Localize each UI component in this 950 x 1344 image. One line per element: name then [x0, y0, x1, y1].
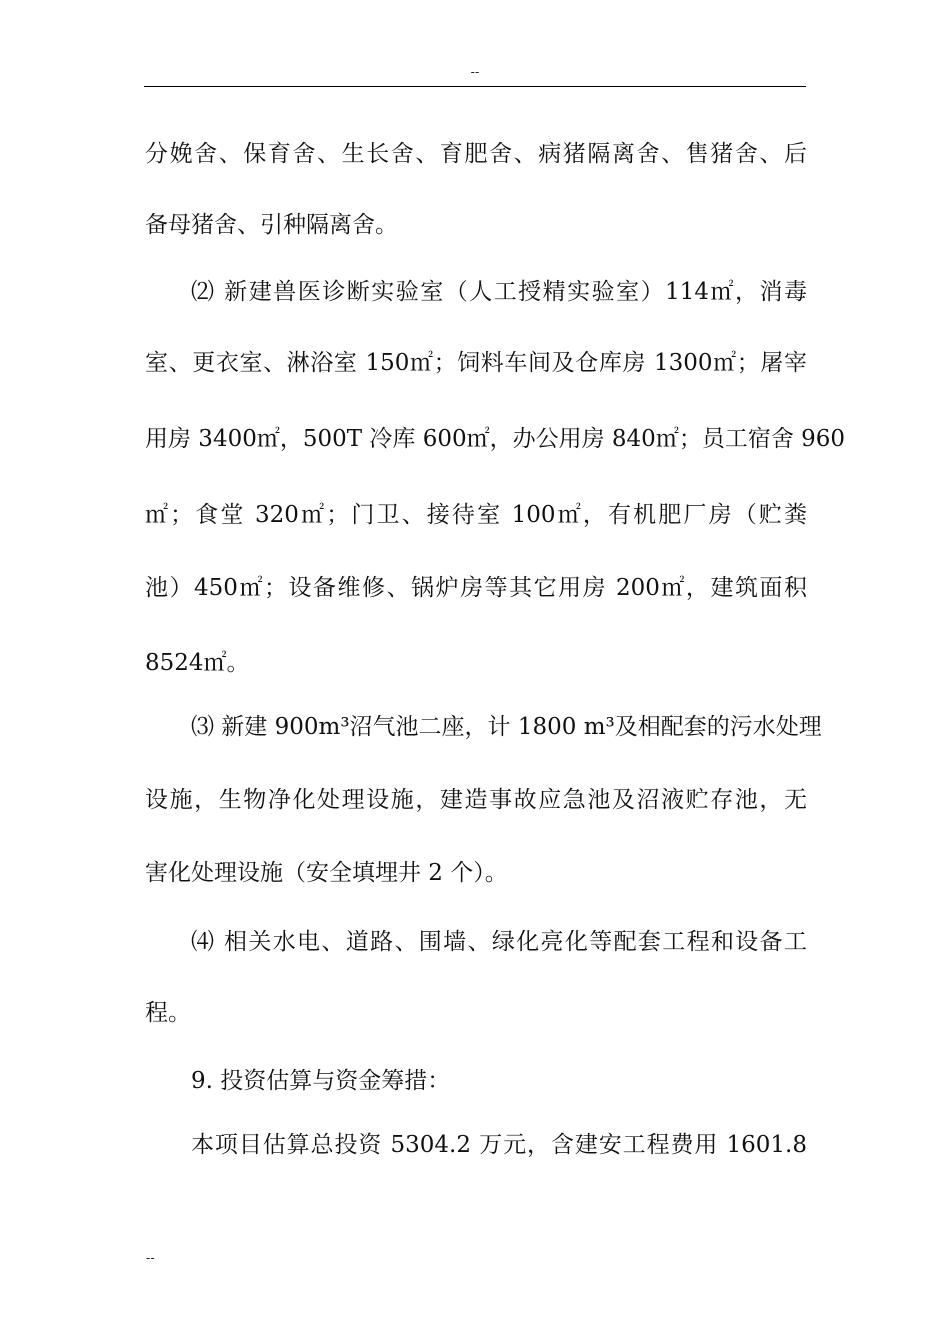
body-line: 池）450㎡；设备维修、锅炉房等其它用房 200㎡，建筑面积 [145, 575, 807, 601]
body-line: ㎡；食堂 320㎡；门卫、接待室 100㎡，有机肥厂房（贮粪 [145, 502, 807, 528]
body-line: 备母猪舍、引种隔离舍。 [145, 212, 398, 238]
footer-mark: -- [146, 1251, 155, 1265]
header-rule [144, 86, 806, 87]
body-line: 本项目估算总投资 5304.2 万元，含建安工程费用 1601.8 [191, 1132, 807, 1158]
body-line: 程。 [145, 1000, 191, 1026]
body-line: 分娩舍、保育舍、生长舍、育肥舍、病猪隔离舍、售猪舍、后 [145, 141, 807, 167]
body-line: 设施，生物净化处理设施，建造事故应急池及沼液贮存池，无 [145, 787, 807, 813]
body-line: ⑵ 新建兽医诊断实验室（人工授精实验室）114㎡，消毒 [191, 279, 807, 305]
body-line: 室、更衣室、淋浴室 150㎡；饲料车间及仓库房 1300㎡；屠宰 [145, 350, 807, 376]
body-line: ⑶ 新建 900m³沼气池二座，计 1800 m³及相配套的污水处理 [191, 714, 822, 740]
body-line: 8524㎡。 [145, 650, 250, 676]
body-line: 用房 3400㎡，500T 冷库 600㎡，办公用房 840㎡；员工宿舍 960 [145, 426, 846, 452]
body-line: ⑷ 相关水电、道路、围墙、绿化亮化等配套工程和设备工 [191, 929, 807, 955]
body-line: 9. 投资估算与资金筹措： [191, 1068, 451, 1094]
body-line: 害化处理设施（安全填埋井 2 个）。 [145, 860, 508, 886]
header-mark: -- [470, 65, 480, 79]
